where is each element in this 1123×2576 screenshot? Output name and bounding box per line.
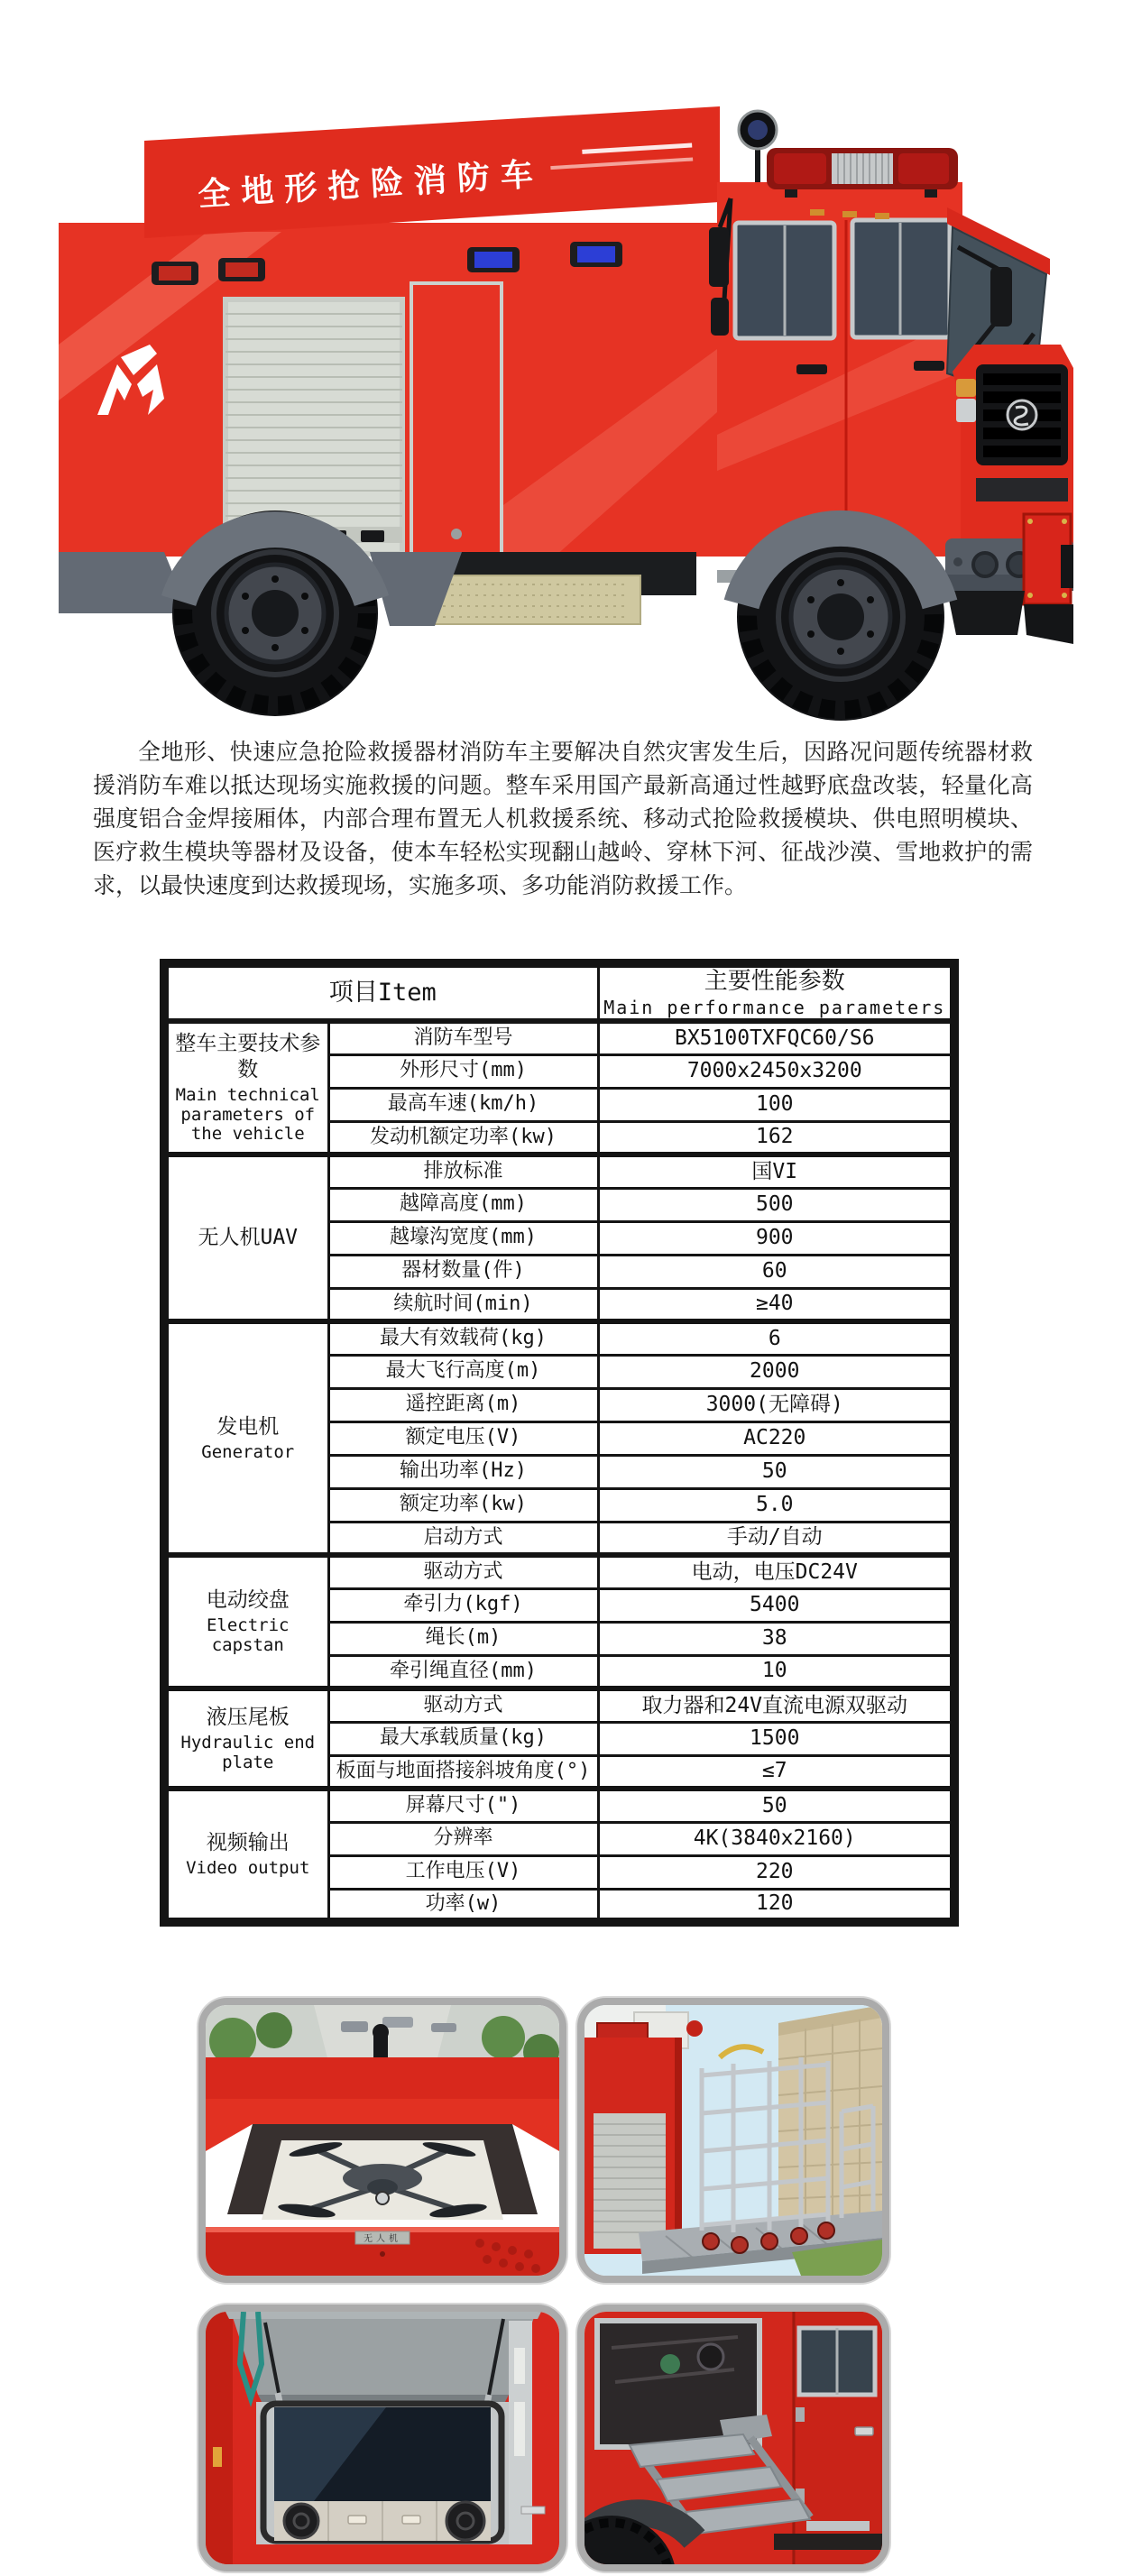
header-value: [598, 963, 954, 1021]
door-handle: [796, 364, 827, 374]
spec-row: [164, 1688, 954, 1722]
param-value: ≤7: [598, 1755, 954, 1789]
intro-paragraph: 全地形、快速应急抢险救援器材消防车主要解决自然灾害发生后，因路况问题传统器材救援消防车难以抵达现场实施救援的问题。整车采用国产最新高通过性越野底盘改装，轻量化高强度铝合金焊接厢体，内部合理布置无人机救援系统、移动式抢险救援模块、供电照明模块、医疗救生模块等器材及设备，使本车轻松实现翻山越岭、穿林下河、征战沙漠、雪地救护的需求，以最快速度到达救援现场，实施多项、多功能消防救援工作。: [93, 740, 1033, 898]
spec-table-header-row: [164, 963, 954, 1021]
param-value: 220: [598, 1855, 954, 1889]
door-handle: [914, 361, 944, 371]
param-name: 额定电压(V): [328, 1421, 598, 1455]
turn-indicator: [956, 379, 976, 397]
param-value: 38: [598, 1622, 954, 1655]
param-name: 外形尺寸(mm): [328, 1054, 598, 1088]
param-name: 越障高度(mm): [328, 1188, 598, 1221]
spec-row: [164, 1789, 954, 1822]
running-board-step: [806, 2521, 870, 2531]
param-name: 驱动方式: [328, 1555, 598, 1588]
param-value: 50: [598, 1789, 954, 1822]
door-handle: [855, 2427, 873, 2435]
param-value: 4K(3840x2160): [598, 1822, 954, 1855]
group-label: [164, 1555, 328, 1688]
header-value-en: Main performance parameters: [603, 997, 946, 1019]
param-value: 2000: [598, 1355, 954, 1388]
group-label-cn: 无人机UAV: [198, 1226, 299, 1250]
spec-table-body: [164, 1021, 954, 1922]
group-label-en: Electric capstan: [206, 1615, 290, 1656]
param-name: 驱动方式: [328, 1688, 598, 1722]
param-name: 排放标准: [328, 1155, 598, 1188]
param-value: 5400: [598, 1588, 954, 1622]
headlight: [956, 399, 976, 422]
param-name: 牵引力(kgf): [328, 1588, 598, 1622]
param-name: 发动机额定功率(kw): [328, 1121, 598, 1155]
param-name: 分辨率: [328, 1822, 598, 1855]
group-label: [164, 1321, 328, 1555]
header-item: 项目Item: [164, 963, 598, 1021]
param-name: 最大有效载荷(kg): [328, 1321, 598, 1355]
param-name: 工作电压(V): [328, 1855, 598, 1889]
truck-illustration: [45, 47, 1073, 723]
spec-section: [160, 959, 959, 1927]
spec-table: [160, 959, 959, 1927]
group-label-cn: 液压尾板: [206, 1705, 290, 1729]
intro-section: [93, 736, 1033, 903]
param-value: 60: [598, 1255, 954, 1288]
speaker: [446, 2502, 484, 2540]
drawer-handle: [348, 2516, 366, 2524]
group-label: [164, 1155, 328, 1321]
param-value: 10: [598, 1655, 954, 1688]
param-value: 7000x2450x3200: [598, 1054, 954, 1088]
photo-rear-lift-platform: [577, 1998, 889, 2283]
param-name: 最大飞行高度(m): [328, 1355, 598, 1388]
group-label: [164, 1688, 328, 1789]
param-name: 续航时间(min): [328, 1288, 598, 1321]
photo-display-compartment: [198, 2305, 566, 2571]
param-name: 功率(w): [328, 1889, 598, 1922]
param-value: ≥40: [598, 1288, 954, 1321]
param-value: 5.0: [598, 1488, 954, 1522]
drawer-handle: [402, 2516, 420, 2524]
param-value: 1500: [598, 1722, 954, 1755]
param-name: 器材数量(件): [328, 1255, 598, 1288]
group-label: [164, 1021, 328, 1155]
group-label-en: Hydraulic end plate: [180, 1732, 316, 1772]
truck-banner-text: 全地形抢险消防车: [197, 154, 546, 213]
front-winch: [1024, 514, 1073, 644]
param-name: 绳长(m): [328, 1622, 598, 1655]
param-value: 3000(无障碍): [598, 1388, 954, 1421]
group-label: [164, 1789, 328, 1922]
name-plate-text: 无人机: [364, 2234, 401, 2244]
spec-row: [164, 1555, 954, 1588]
param-value: 国VI: [598, 1155, 954, 1188]
group-label-en: Video output: [186, 1858, 310, 1879]
param-value: 50: [598, 1455, 954, 1488]
param-value: 电动，电压DC24V: [598, 1555, 954, 1588]
photo-fold-out-steps: [577, 2305, 889, 2571]
group-label-cn: 电动绞盘: [206, 1588, 290, 1613]
spec-row: [164, 1021, 954, 1054]
spec-row: [164, 1155, 954, 1188]
side-mirror: [990, 267, 1012, 327]
param-value: BX5100TXFQC60/S6: [598, 1021, 954, 1054]
param-name: 消防车型号: [328, 1021, 598, 1054]
param-name: 输出功率(Hz): [328, 1455, 598, 1488]
spec-row: [164, 1321, 954, 1355]
param-value: 手动/自动: [598, 1522, 954, 1555]
photo-drone-storage-bay: [198, 1998, 566, 2283]
param-name: 遥控距离(m): [328, 1388, 598, 1421]
param-name: 启动方式: [328, 1522, 598, 1555]
group-label-cn: 视频输出: [206, 1831, 290, 1855]
speaker: [284, 2504, 318, 2538]
param-value: 6: [598, 1321, 954, 1355]
param-name: 屏幕尺寸("): [328, 1789, 598, 1822]
param-value: 取力器和24V直流电源双驱动: [598, 1688, 954, 1722]
param-name: 最大承载质量(kg): [328, 1722, 598, 1755]
param-value: 100: [598, 1088, 954, 1121]
param-value: 120: [598, 1889, 954, 1922]
hero-photo-fire-truck: [45, 47, 1073, 723]
param-name: 最高车速(km/h): [328, 1088, 598, 1121]
header-value-cn: 主要性能参数: [704, 968, 845, 995]
param-value: AC220: [598, 1421, 954, 1455]
param-name: 越壕沟宽度(mm): [328, 1221, 598, 1255]
grille: [976, 364, 1068, 465]
param-value: 500: [598, 1188, 954, 1221]
param-name: 额定功率(kw): [328, 1488, 598, 1522]
param-name: 板面与地面搭接斜坡角度(°): [328, 1755, 598, 1789]
group-label-cn: 整车主要技术参数: [175, 1032, 321, 1081]
group-label-en: Main technical parameters of the vehicle: [175, 1084, 320, 1145]
rear-box-door: [411, 283, 502, 554]
group-label-cn: 发电机: [216, 1414, 280, 1439]
param-value: 162: [598, 1121, 954, 1155]
param-name: 牵引绳直径(mm): [328, 1655, 598, 1688]
group-label-en: Generator: [201, 1441, 295, 1462]
param-value: 900: [598, 1221, 954, 1255]
